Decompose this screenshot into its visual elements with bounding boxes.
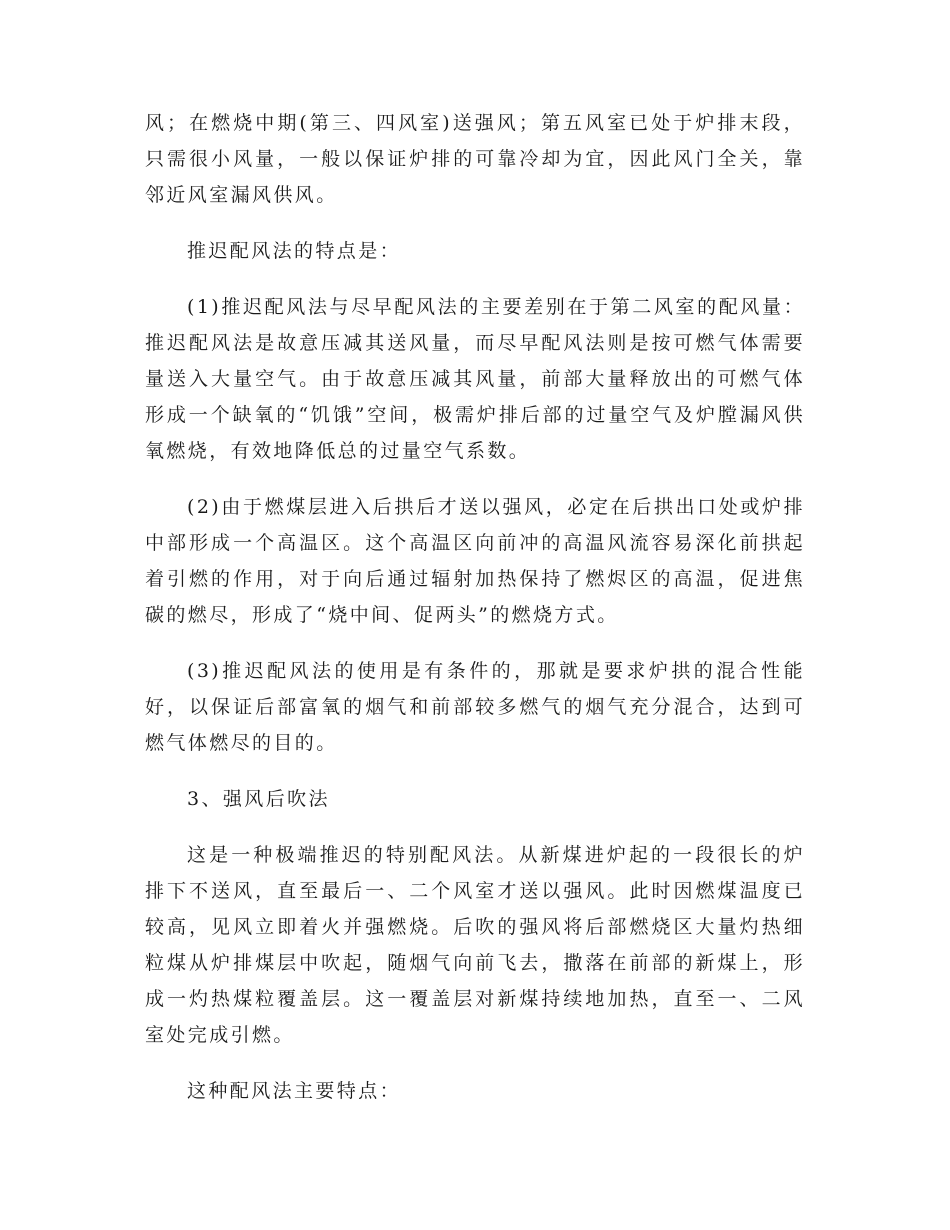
paragraph-point-1: (1)推迟配风法与尽早配风法的主要差别在于第二风室的配风量：推迟配风法是故意压减其送风量，而尽早配风法则是按可燃气体需要量送入大量空气。由于故意压减其风量，前部大量释放出的可燃气体形成一个缺氧的“饥饿”空间，极需炉排后部的过量空气及炉膛漏风供氧燃烧，有效地降低总的过量空气系数。 [145, 296, 805, 462]
paragraph-delayed-features-intro: 推迟配风法的特点是： [187, 240, 402, 262]
paragraph-strong-wind-features-intro: 这种配风法主要特点： [187, 1080, 402, 1102]
paragraph-point-3: (3)推迟配风法的使用是有条件的，那就是要求炉拱的混合性能好，以保证后部富氧的烟气和前部较多燃气的烟气充分混合，达到可燃气体燃尽的目的。 [145, 660, 805, 754]
paragraph-continuation: 风；在燃烧中期(第三、四风室)送强风；第五风室已处于炉排末段，只需很小风量，一般以保证炉排的可靠冷却为宜，因此风门全关，靠邻近风室漏风供风。 [145, 112, 805, 206]
paragraph-strong-wind-description: 这是一种极端推迟的特别配风法。从新煤进炉起的一段很长的炉排下不送风，直至最后一、二个风室才送以强风。此时因燃煤温度已较高，见风立即着火并强燃烧。后吹的强风将后部燃烧区大量灼热细粒煤从炉排煤层中吹起，随烟气向前飞去，撒落在前部的新煤上，形成一灼热煤粒覆盖层。这一覆盖层对新煤持续地加热，直至一、二风室处完成引燃。 [145, 844, 805, 1046]
document-page [145, 105, 805, 1129]
section-heading-strong-wind: 3、强风后吹法 [187, 788, 330, 810]
paragraph-point-2: (2)由于燃煤层进入后拱后才送以强风，必定在后拱出口处或炉排中部形成一个高温区。这个高温区向前冲的高温风流容易深化前拱起着引燃的作用，对于向后通过辐射加热保持了燃烬区的高温，促进焦碳的燃尽，形成了“烧中间、促两头”的燃烧方式。 [145, 496, 805, 626]
